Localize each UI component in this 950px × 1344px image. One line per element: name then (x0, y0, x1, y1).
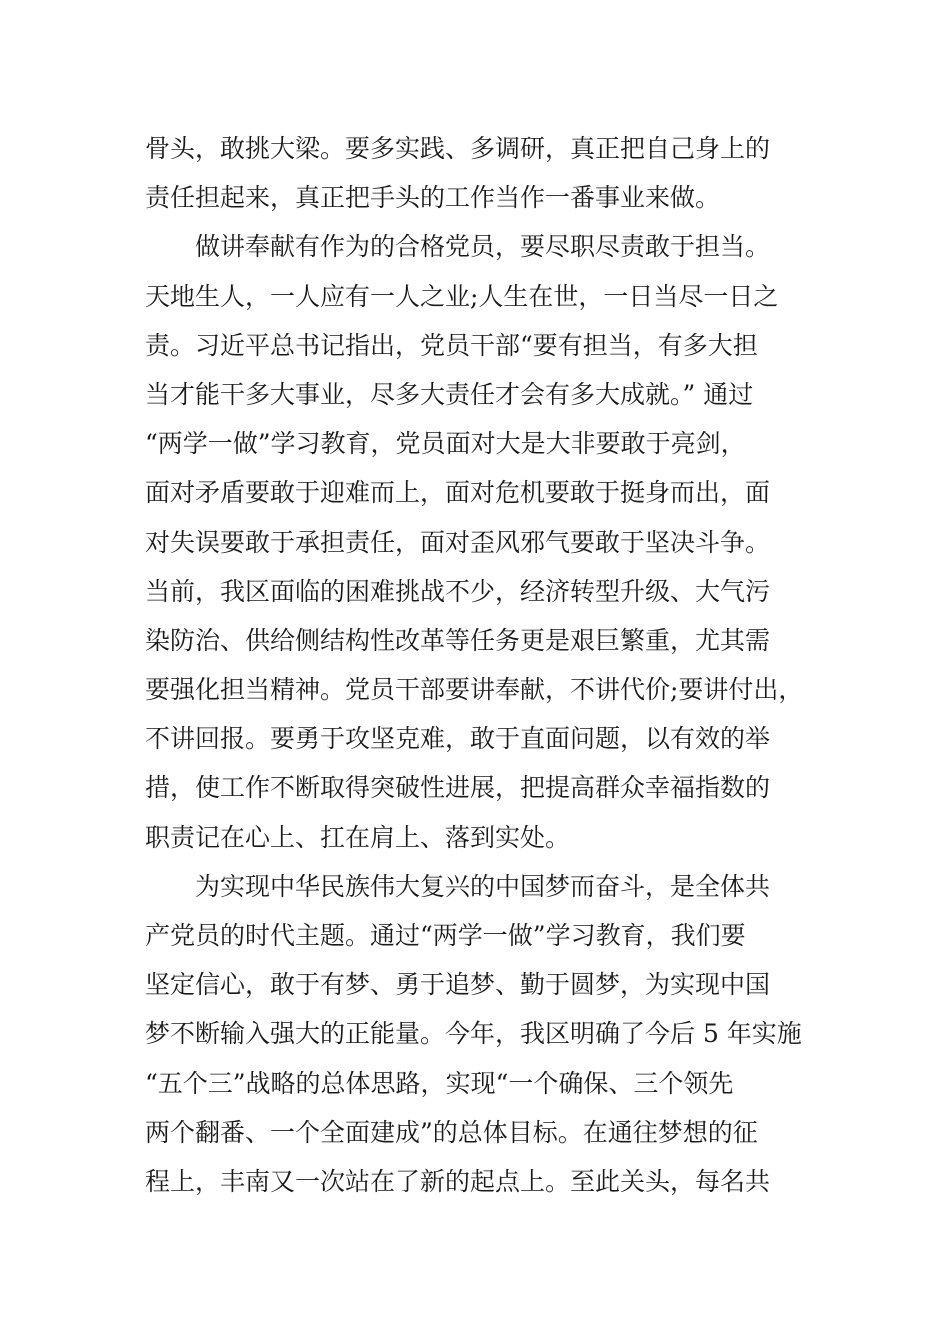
text-line: “五个三”战略的总体思路，实现“一个确保、三个领先 (145, 1068, 734, 1098)
text-line: 两个翻番、一个全面建成”的总体目标。在通往梦想的征 (145, 1117, 758, 1147)
text-line: 产党员的时代主题。通过“两学一做”学习教育，我们要 (145, 921, 746, 950)
text-line: 为实现中华民族伟大复兴的中国梦而奋斗，是全体共 (145, 871, 771, 901)
body-text (145, 124, 835, 1206)
text-line: 坚定信心，敢于有梦、勇于追梦、勤于圆梦，为实现中国 (145, 970, 771, 1000)
text-line: 面对矛盾要敢于迎难而上，面对危机要敢于挺身而出，面 (145, 478, 771, 508)
text-line: 职责记在心上、扛在肩上、落到实处。 (145, 822, 571, 852)
text-line: 染防治、供给侧结构性改革等任务更是艰巨繁重，尤其需 (145, 625, 771, 655)
text-line: 措，使工作不断取得突破性进展，把提高群众幸福指数的 (145, 773, 771, 803)
text-line: 责。习近平总书记指出，党员干部“要有担当，有多大担 (145, 330, 758, 360)
text-line: 梦不断输入强大的正能量。今年，我区明确了今后 5 年实施 (145, 1019, 802, 1049)
text-line: 对失误要敢于承担责任，面对歪风邪气要敢于坚决斗争。 (145, 527, 771, 557)
text-line: 骨头，敢挑大梁。要多实践、多调研，真正把自己身上的 (145, 134, 771, 163)
text-line: 程上，丰南又一次站在了新的起点上。至此关头，每名共 (145, 1166, 771, 1196)
text-line: 做讲奉献有作为的合格党员，要尽职尽责敢于担当。 (145, 232, 771, 262)
text-line: 不讲回报。要勇于攻坚克难，敢于直面问题，以有效的举 (145, 724, 771, 754)
text-line: 当才能干多大事业，尽多大责任才会有多大成就。” 通过 (145, 379, 754, 409)
text-line: 责任担起来，真正把手头的工作当作一番事业来做。 (145, 183, 721, 213)
text-line: 要强化担当精神。党员干部要讲奉献，不讲代价;要讲付出， (145, 675, 804, 705)
text-line: 天地生人，一人应有一人之业;人生在世，一日当尽一日之 (145, 281, 779, 311)
text-line: “两学一做”学习教育，党员面对大是大非要敢于亮剑， (145, 429, 746, 459)
text-line: 当前，我区面临的困难挑战不少，经济转型升级、大气污 (145, 576, 771, 606)
